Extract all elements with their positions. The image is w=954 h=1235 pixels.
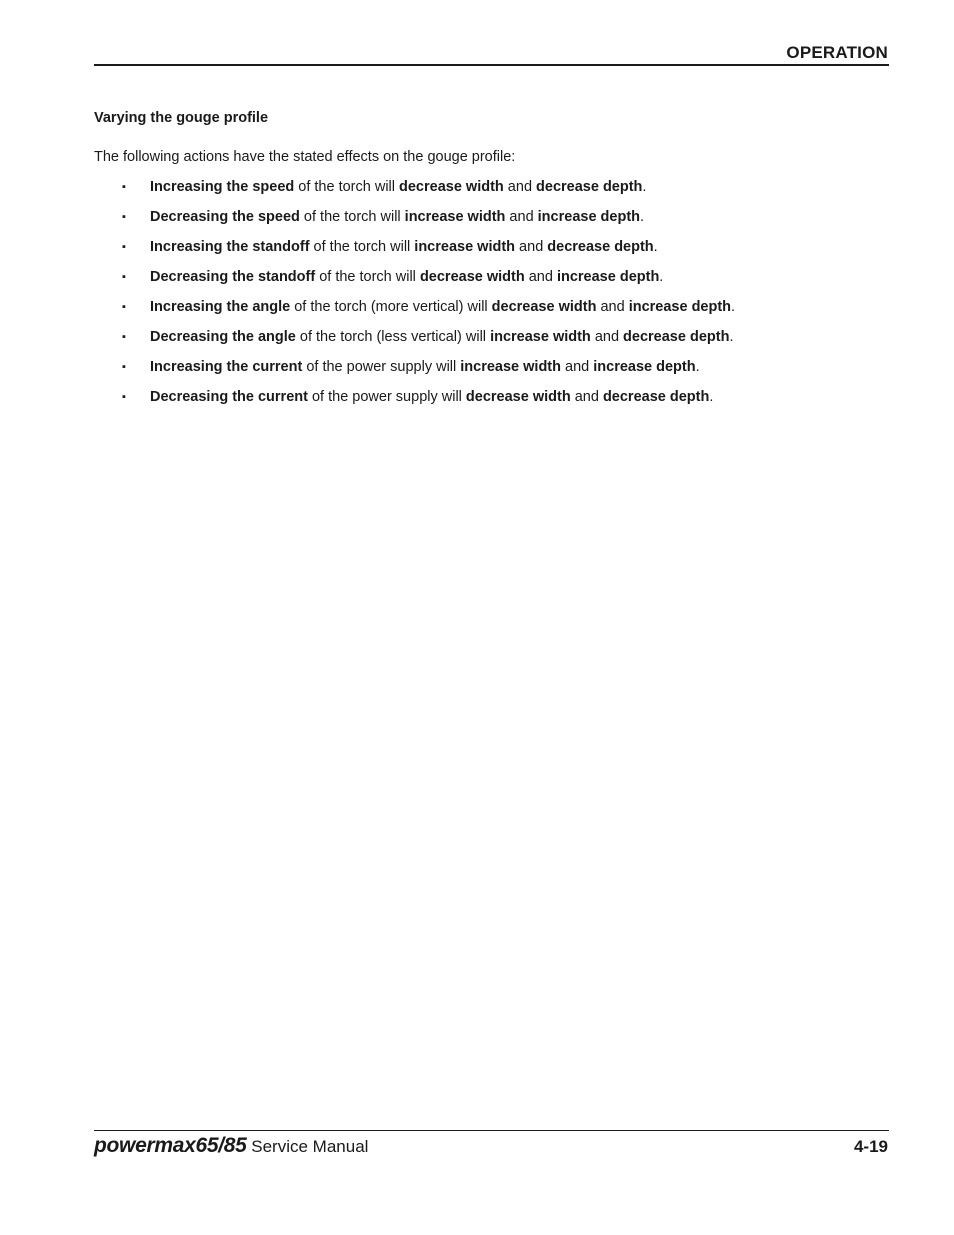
- period-text: .: [640, 209, 645, 225]
- period-text: .: [659, 269, 664, 285]
- object-text: of the torch will: [309, 239, 415, 255]
- list-item: [94, 267, 889, 287]
- effect-width-text: increase width: [460, 359, 561, 375]
- action-text: Increasing the current: [150, 359, 303, 375]
- conjunction-text: and: [596, 299, 629, 315]
- effect-width-text: increase width: [404, 209, 506, 225]
- conjunction-text: and: [503, 179, 537, 195]
- bullet-square-icon: ▪: [122, 301, 126, 313]
- list-item: [94, 387, 889, 407]
- effect-depth-text: increase depth: [593, 359, 696, 375]
- action-text: Decreasing the speed: [150, 209, 300, 225]
- effect-depth-text: decrease depth: [602, 389, 710, 405]
- object-text: of the torch (more vertical) will: [290, 299, 492, 315]
- section-title: OPERATION: [786, 43, 888, 62]
- subheading: Varying the gouge profile: [94, 110, 269, 126]
- bullet-square-icon: ▪: [122, 241, 126, 253]
- conjunction-text: and: [515, 239, 548, 255]
- object-text: of the torch will: [299, 209, 405, 225]
- action-text: Increasing the angle: [150, 299, 291, 315]
- object-text: of the power supply will: [307, 389, 466, 405]
- conjunction-text: and: [524, 269, 557, 285]
- effect-width-text: decrease width: [491, 299, 597, 315]
- list-item: [94, 357, 889, 377]
- list-item: [94, 237, 889, 257]
- header-divider: [94, 64, 889, 66]
- effect-width-text: decrease width: [419, 269, 525, 285]
- brand-logo: powermax65/85: [94, 1134, 247, 1157]
- list-item: [94, 297, 889, 317]
- period-text: .: [729, 329, 734, 345]
- object-text: of the power supply will: [302, 359, 461, 375]
- list-item: [94, 327, 889, 347]
- bullet-square-icon: ▪: [122, 331, 126, 343]
- page-number: 4-19: [853, 1137, 888, 1156]
- object-text: of the torch (less vertical) will: [295, 329, 491, 345]
- effect-width-text: decrease width: [399, 179, 504, 195]
- conjunction-text: and: [561, 359, 594, 375]
- action-text: Increasing the standoff: [150, 239, 310, 255]
- period-text: .: [695, 359, 700, 375]
- list-item: [94, 207, 889, 227]
- page-content: [94, 108, 889, 417]
- list-item: [94, 177, 889, 197]
- action-text: Decreasing the standoff: [150, 269, 316, 285]
- conjunction-text: and: [570, 389, 603, 405]
- effect-depth-text: increase depth: [556, 269, 660, 285]
- action-text: Increasing the speed: [150, 179, 295, 195]
- effect-width-text: increase width: [490, 329, 591, 345]
- effect-depth-text: decrease depth: [623, 329, 730, 345]
- bullet-square-icon: ▪: [122, 391, 126, 403]
- effect-width-text: increase width: [414, 239, 516, 255]
- footer-divider: [94, 1130, 889, 1131]
- effects-list: [94, 177, 889, 407]
- effect-width-text: decrease width: [465, 389, 571, 405]
- action-text: Decreasing the current: [150, 389, 308, 405]
- action-text: Decreasing the angle: [150, 329, 296, 345]
- period-text: .: [731, 299, 736, 315]
- effect-depth-text: increase depth: [537, 209, 640, 225]
- object-text: of the torch will: [315, 269, 420, 285]
- bullet-square-icon: ▪: [122, 181, 126, 193]
- period-text: .: [642, 179, 647, 195]
- period-text: .: [653, 239, 658, 255]
- bullet-square-icon: ▪: [122, 361, 126, 373]
- effect-depth-text: increase depth: [628, 299, 732, 315]
- intro-paragraph: The following actions have the stated effects on the gouge profile:: [94, 149, 516, 165]
- object-text: of the torch will: [294, 179, 400, 195]
- effect-depth-text: decrease depth: [536, 179, 643, 195]
- bullet-square-icon: ▪: [122, 211, 126, 223]
- bullet-square-icon: ▪: [122, 271, 126, 283]
- conjunction-text: and: [590, 329, 624, 345]
- conjunction-text: and: [505, 209, 538, 225]
- effect-depth-text: decrease depth: [547, 239, 654, 255]
- footer-title: [94, 1134, 368, 1158]
- period-text: .: [709, 389, 714, 405]
- manual-title: Service Manual: [246, 1137, 369, 1156]
